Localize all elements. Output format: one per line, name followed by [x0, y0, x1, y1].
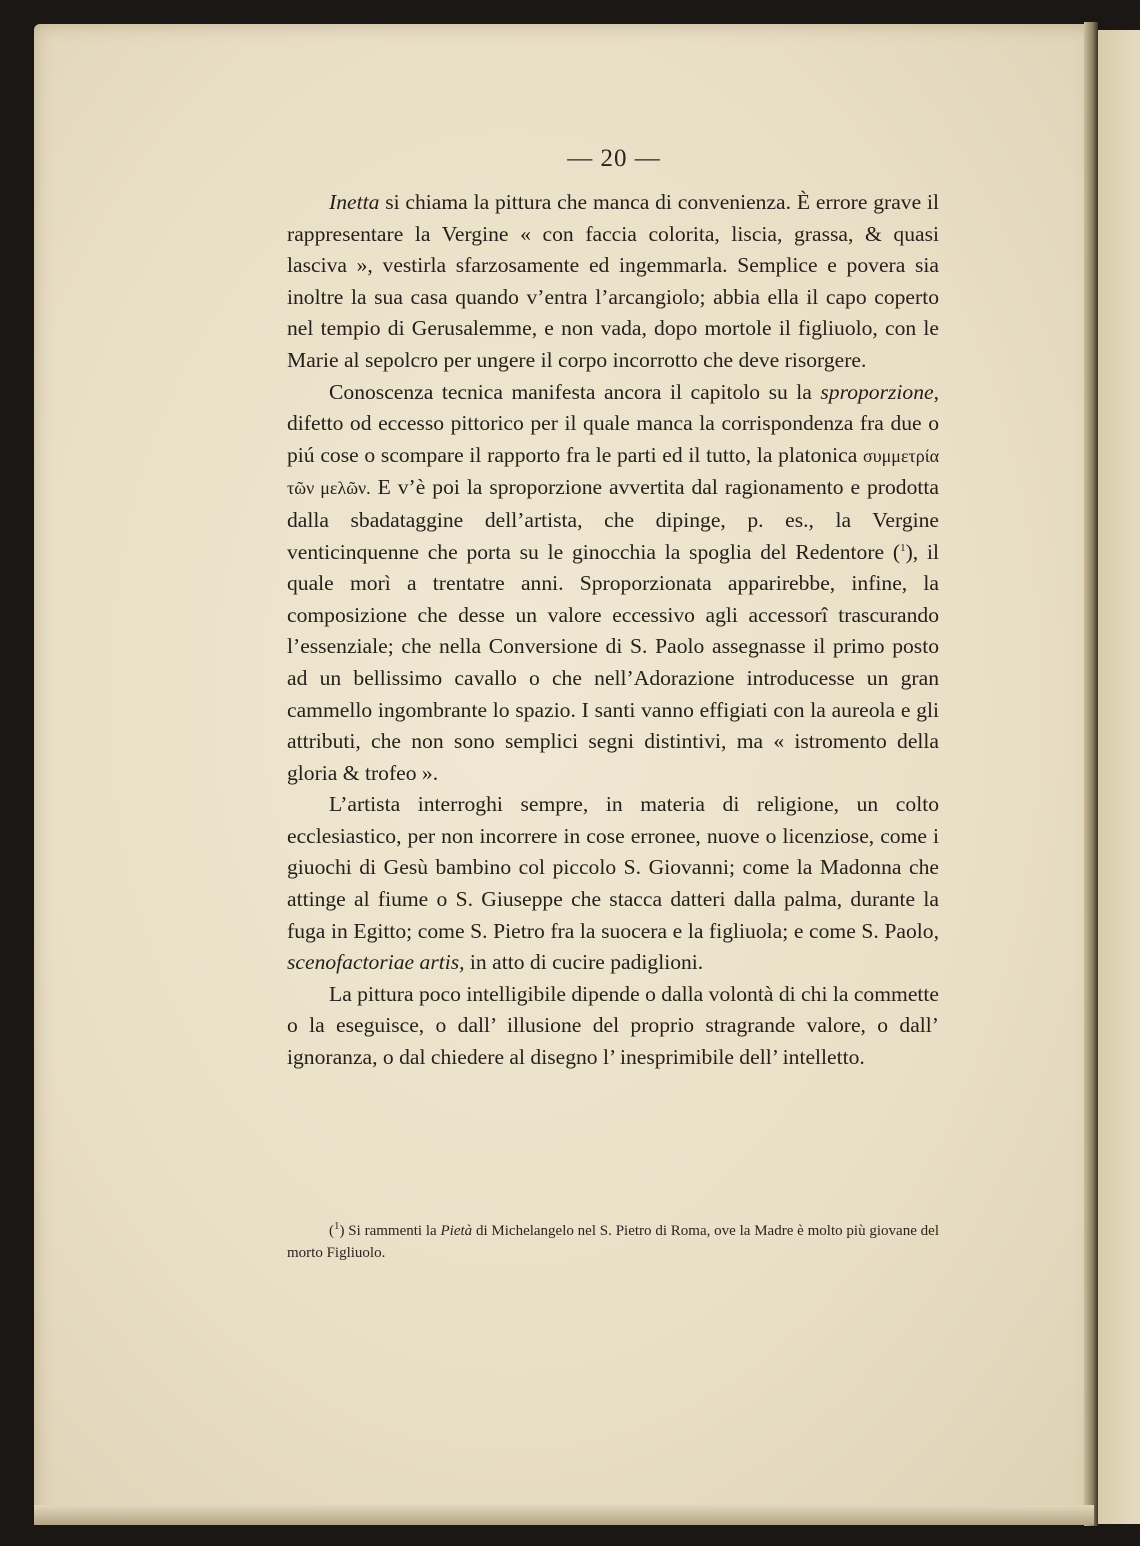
paragraph-2 — [287, 377, 939, 790]
paragraph-3-text-b: in atto di cucire padiglioni. — [464, 950, 704, 975]
italic-term-inetta: Inetta — [329, 190, 380, 214]
paragraph-2-text-d: ), il quale morì a trentatre anni. Sproporzionata apparirebbe, infine, la composizione che desse un valore eccessivo agli accessorî trascurando l’essenziale; che nella Conversione di S. Paolo assegnasse il primo posto ad un bellissimo cavallo o che nell’Adorazione introducesse un gran cammello ingombrante lo spazio. I santi vanno effigiati con la aureola e gli attributi, che non sono semplici segni distintivi, ma « istromento della gloria & trofeo ». — [287, 539, 939, 785]
paragraph-1-text: si chiama la pittura che manca di convenienza. È errore grave il rappresentare la Vergine « con faccia colorita, liscia, grassa, & quasi lasciva », vestirla sfarzosamente ed ingemmarla. Semplice e povera sia inoltre la sua casa quando v’entra l’arcangiolo; abbia ella il capo coperto nel tempio di Gerusalemme, e non vada, dopo mortole il figliuolo, con le Marie al sepolcro per ungere il corpo incorrotto che deve risorgere. — [287, 190, 939, 372]
italic-term-sproporzione: sproporzione — [820, 379, 934, 404]
paragraph-3-text-a: L’artista interroghi sempre, in materia di religione, un colto ecclesiastico, per non incorrere in cose erronee, nuove o licenziose, come i giuochi di Gesù bambino col piccolo S. Giovanni; come la Madonna che attinge al fiume o S. Giuseppe che stacca datteri dalla palma, durante la fuga in Egitto; come S. Pietro fra la suocera e la figliuola; e come S. Paolo, — [287, 792, 939, 943]
italic-term-pieta: Pietà — [440, 1223, 473, 1239]
paragraph-4-text: La pittura poco intelligibile dipende o dalla volontà di chi la commette o la eseguisce, o dall’ illusione del proprio stragrande valore, o dall’ ignoranza, o dal chiedere al disegno l’ inesprimibile dell’ intelletto. — [287, 981, 939, 1070]
paragraph-2-text-a: Conoscenza tecnica manifesta ancora il capitolo su la — [329, 379, 821, 404]
footnote-reference: 1 — [900, 541, 906, 554]
page-bottom-edge — [34, 1505, 1094, 1525]
facing-page-edge — [1098, 30, 1140, 1524]
paragraph-2-text-b: , difetto od eccesso pittorico per il quale manca la corrispondenza fra due o piú cose o scompare il rapporto fra le parti ed il tutto, la platonica — [287, 379, 939, 467]
footnote-text-a: Si rammenti la — [344, 1223, 441, 1239]
paragraph-4 — [287, 979, 939, 1074]
body-text — [287, 187, 939, 1074]
paragraph-1 — [287, 187, 939, 377]
footnote — [287, 1220, 939, 1264]
book-spine — [1084, 22, 1098, 1526]
italic-term-scenofactoriae: scenofactoriae artis, — [287, 950, 465, 975]
footnote-paragraph: ($^1$) Si rammenti la Pietà di Michelangelo nel S. Pietro di Roma, ove la Madre è molto più giovane del morto Figliuolo. — [287, 1220, 939, 1261]
footnote-marker: 1 — [334, 1220, 340, 1232]
greek-phrase: συμμετρία τῶν μελῶν. — [287, 445, 939, 499]
paragraph-2-text-c: E v’è poi la sproporzione avvertita dal ragionamento e prodotta dalla sbadataggine dell’artista, che dipinge, p. es., la Vergine venticinquenne che porta su le ginocchia la spoglia del Redentore ( — [287, 475, 939, 564]
paragraph-3 — [287, 789, 939, 979]
footnote-text-b: di Michelangelo nel S. Pietro di Roma, ove la Madre è molto più giovane del morto Figliuolo. — [287, 1223, 939, 1261]
page-number: — 20 — — [567, 145, 661, 172]
